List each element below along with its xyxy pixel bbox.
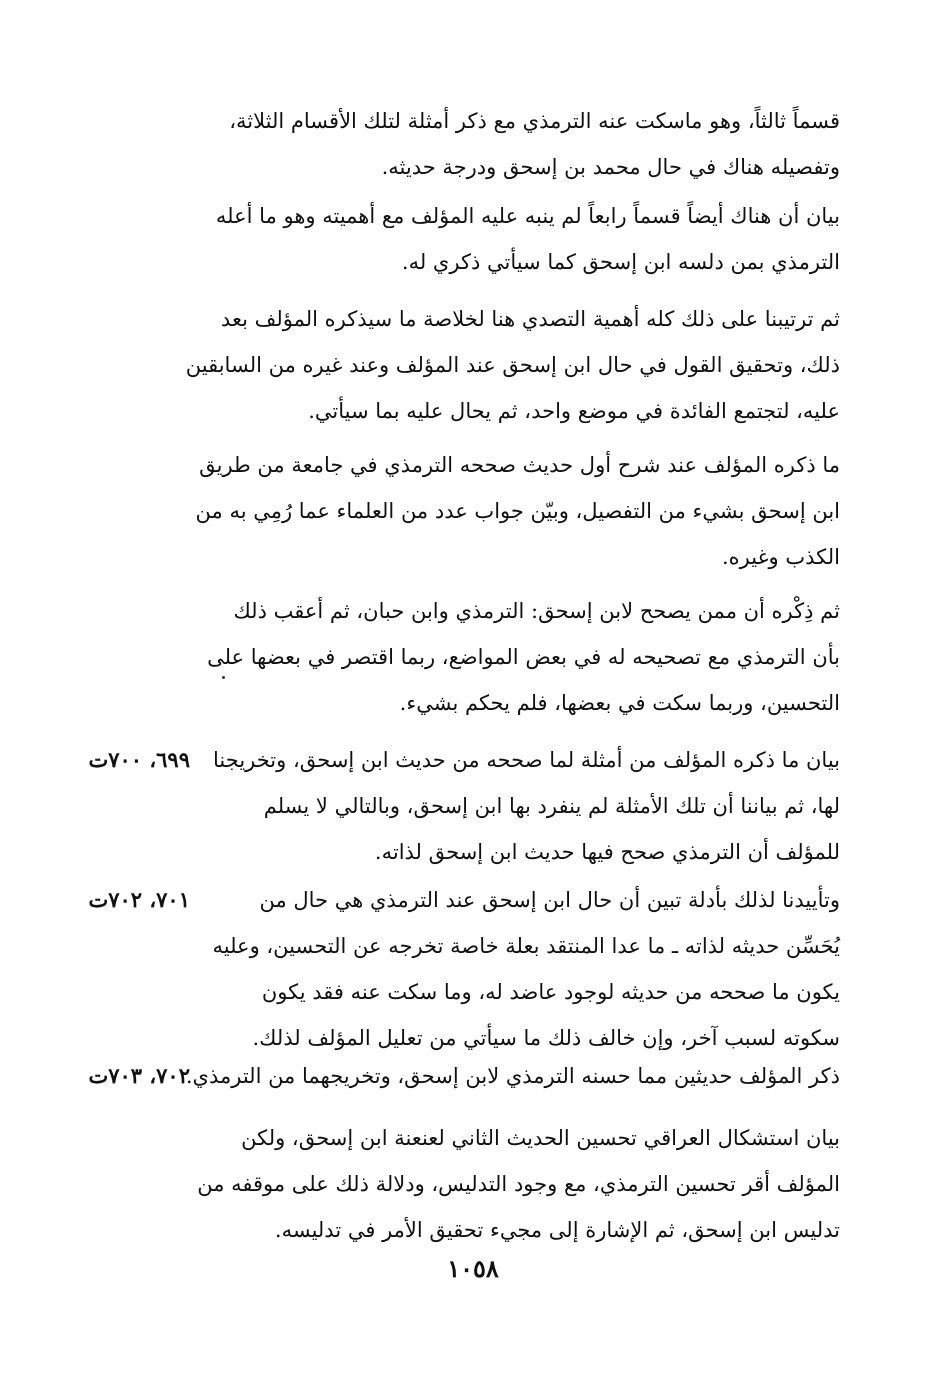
paragraph-6 xyxy=(196,737,840,875)
text-line: ثم ترتيبنا على ذلك كله أهمية التصدي هنا لخلاصة ما سيذكره المؤلف بعد xyxy=(220,307,840,331)
page-reference: ٧٠٢، ٧٠٣ت xyxy=(88,1063,190,1088)
text-line: الترمذي بمن دلسه ابن إسحق كما سيأتي ذكري له. xyxy=(401,250,840,274)
text-line: وتفصيله هناك في حال محمد بن إسحق ودرجة حديثه. xyxy=(381,155,840,179)
text-line: ما ذكره المؤلف عند شرح أول حديث صححه الترمذي في جامعة من طريق xyxy=(199,453,840,477)
text-line: بيان استشكال العراقي تحسين الحديث الثاني لعنعنة ابن إسحق، ولكن xyxy=(241,1126,840,1150)
paragraph-8 xyxy=(185,1053,840,1099)
paragraph-9 xyxy=(196,1115,840,1253)
paragraph-2 xyxy=(196,193,840,285)
text-line: يُحَسِّن حديثه لذاته ـ ما عدا المنتقد بعلة خاصة تخرجه عن التحسين، وعليه xyxy=(212,934,840,958)
text-line: ابن إسحق بشيء من التفصيل، وبيّن جواب عدد من العلماء عما رُمِي به من xyxy=(195,499,840,523)
text-line: الكذب وغيره. xyxy=(721,545,840,569)
paragraph-7 xyxy=(196,877,840,1061)
text-line: عليه، لتجتمع الفائدة في موضع واحد، ثم يحال عليه بما سيأتي. xyxy=(308,399,840,423)
text-line: لها، ثم بياننا أن تلك الأمثلة لم ينفرد بها ابن إسحق، وبالتالي لا يسلم xyxy=(263,794,840,818)
text-line: ذلك، وتحقيق القول في حال ابن إسحق عند المؤلف وعند غيره من السابقين xyxy=(185,353,840,377)
text-line: بيان ما ذكره المؤلف من أمثلة لما صححه من حديث ابن إسحق، وتخريجنا xyxy=(213,748,840,772)
text-line: بيان أن هناك أيضاً قسماً رابعاً لم ينبه عليه المؤلف مع أهميته وهو ما أعله xyxy=(215,204,840,228)
paragraph-4 xyxy=(196,442,840,580)
text-line: قسماً ثالثاً، وهو ماسكت عنه الترمذي مع ذكر أمثلة لتلك الأقسام الثلاثة، xyxy=(229,109,840,133)
text-line: ثم ذِكْره أن ممن يصحح لابن إسحق: الترمذي وابن حبان، ثم أعقب ذلك xyxy=(233,599,840,623)
text-line: وتأييدنا لذلك بأدلة تبين أن حال ابن إسحق عند الترمذي هي حال من xyxy=(259,888,840,912)
text-line: يكون ما صححه من حديثه لوجود عاضد له، وما سكت عنه فقد يكون xyxy=(261,980,840,1004)
text-line: ذكر المؤلف حديثين مما حسنه الترمذي لابن إسحق، وتخريجهما من الترمذي. xyxy=(185,1064,840,1088)
page-number: ١٠٥٨ xyxy=(447,1254,499,1283)
text-line: سكوته لسبب آخر، وإن خالف ذلك ما سيأتي من تعليل المؤلف لذلك. xyxy=(252,1026,840,1050)
text-line: التحسين، وربما سكت في بعضها، فلم يحكم بشيء. xyxy=(399,691,840,715)
page-reference: ٧٠١، ٧٠٢ت xyxy=(88,887,190,912)
text-line: المؤلف أقر تحسين الترمذي، مع وجود التدليس، ودلالة ذلك على موقفه من xyxy=(197,1172,840,1196)
page-reference: ٦٩٩، ٧٠٠ت xyxy=(88,747,190,772)
paragraph-1 xyxy=(196,98,840,190)
text-line: تدليس ابن إسحق، ثم الإشارة إلى مجيء تحقيق الأمر في تدليسه. xyxy=(274,1218,840,1242)
paragraph-5 xyxy=(196,588,840,726)
paragraph-3 xyxy=(185,296,840,434)
text-line: بأن الترمذي مع تصحيحه له في بعض المواضع، ربما اقتصر في بعضها على xyxy=(207,645,840,669)
scan-speck xyxy=(222,676,225,679)
text-line: للمؤلف أن الترمذي صحح فيها حديث ابن إسحق لذاته. xyxy=(374,840,840,864)
